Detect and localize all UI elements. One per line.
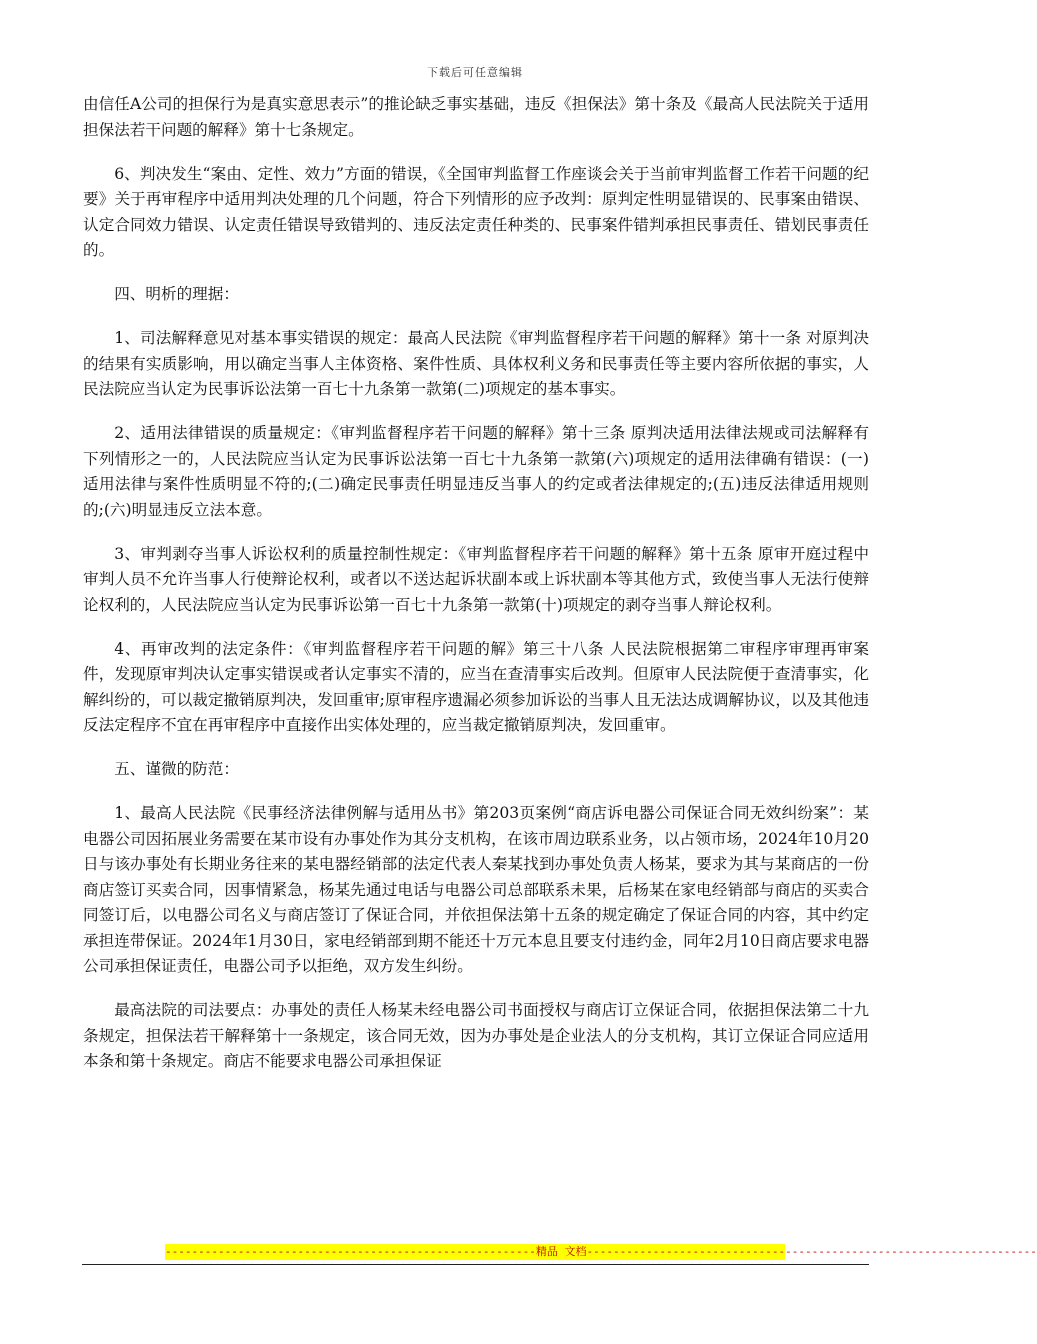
document-body bbox=[83, 92, 869, 1093]
paragraph-case-1: 1、最高人民法院《民事经济法律例解与适用丛书》第203页案例“商店诉电器公司保证合同无效纠纷案”：某电器公司因拓展业务需要在某市设有办事处作为其分支机构，在该市周边联系业务，以占领市场，2024年10月20日与该办事处有长期业务往来的某电器经销部的法定代表人秦某找到办事处负责人杨某，要求为其与某商店的一份商店签订买卖合同，因事情紧急，杨某先通过电话与电器公司总部联系未果，后杨某在家电经销部与商店的买卖合同签订后，以电器公司名义与商店签订了保证合同，并依担保法第十五条的规定确定了保证合同的内容，其中约定承担连带保证。2024年1月30日，家电经销部到期不能还十万元本息且要支付违约金，同年2月10日商店要求电器公司承担保证责任，电器公司予以拒绝，双方发生纠纷。 bbox=[83, 804, 869, 975]
paragraph-basis-4: 4、再审改判的法定条件：《审判监督程序若干问题的解》第三十八条 人民法院根据第二审程序审理再审案件，发现原审判决认定事实错误或者认定事实不清的，应当在查清事实后改判。但原审人民法院便于查清事实，化解纠纷的，可以裁定撤销原判决，发回重审;原审程序遗漏必须参加诉讼的当事人且无法达成调解协议，以及其他违反法定程序不宜在再审程序中直接作出实体处理的，应当裁定撤销原判决，发回重审。 bbox=[83, 639, 869, 734]
paragraph-basis-1: 1、司法解释意见对基本事实错误的规定：最高人民法院《审判监督程序若干问题的解释》第十一条 对原判决的结果有实质影响，用以确定当事人主体资格、案件性质、具体权利义务和民事责任等主要内容所依据的事实，人民法院应当认定为民事诉讼法第一百七十九条第一款第(二)项规定的基本事实。 bbox=[83, 329, 869, 398]
section-heading-5: 五、谨微的防范： bbox=[114, 760, 239, 778]
section-heading-4: 四、明析的理据： bbox=[114, 285, 239, 303]
paragraph-basis-2: 2、适用法律错误的质量规定：《审判监督程序若干问题的解释》第十三条 原判决适用法律法规或司法解释有下列情形之一的，人民法院应当认定为民事诉讼法第一百七十九条第一款第(六)项规定的适用法律确有错误：(一)适用法律与案件性质明显不符的;(二)确定民事责任明显违反当事人的约定或者法律规定的;(五)违反法律适用规则的;(六)明显违反立法本意。 bbox=[83, 424, 869, 519]
footer-watermark-band: --------------------------------------------------------精品 文档-------------------------------------------------------------------- bbox=[165, 1245, 1037, 1258]
paragraph-basis-3: 3、审判剥夺当事人诉讼权利的质量控制性规定：《审判监督程序若干问题的解释》第十五条 原审开庭过程中审判人员不允许当事人行使辩论权利，或者以不送达起诉状副本或上诉状副本等其他方式，致使当事人无法行使辩论权利的，人民法院应当认定为民事诉讼第一百七十九条第一款第(十)项规定的剥夺当事人辩论权利。 bbox=[83, 544, 869, 614]
footer-divider bbox=[82, 1264, 869, 1265]
paragraph-court-points: 最高法院的司法要点：办事处的责任人杨某未经电器公司书面授权与商店订立保证合同，依据担保法第二十九条规定，担保法若干解释第十一条规定，该合同无效，因为办事处是企业法人的分支机构，其订立保证合同应适用本条和第十条规定。商店不能要求电器公司承担保证 bbox=[83, 1001, 869, 1070]
page-header-note: 下载后可任意编辑 bbox=[427, 66, 523, 79]
paragraph-item-6: 6、判决发生“案由、定性、效力”方面的错误，《全国审判监督工作座谈会关于当前审判监督工作若干问题的纪要》关于再审程序中适用判决处理的几个问题，符合下列情形的应予改判：原判定性明显错误的、民事案由错误、认定合同效力错误、认定责任错误导致错判的、违反法定责任种类的、民事案件错判承担民事责任、错划民事责任的。 bbox=[83, 164, 869, 259]
paragraph-continuation: 由信任A公司的担保行为是真实意思表示”的推论缺乏事实基础，违反《担保法》第十条及《最高人民法院关于适用担保法若干问题的解释》第十七条规定。 bbox=[83, 95, 869, 139]
